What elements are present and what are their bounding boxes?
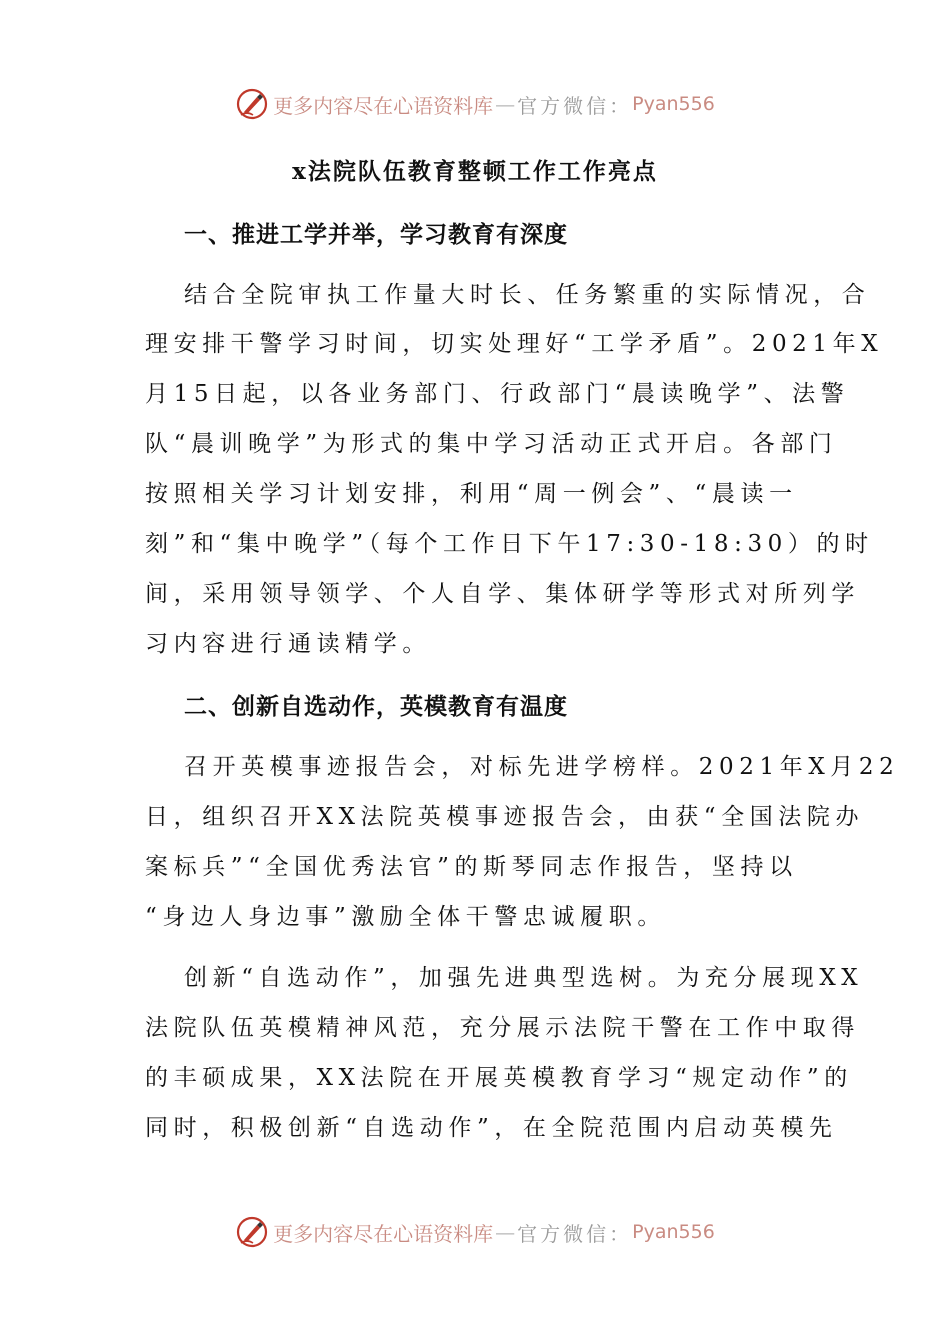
paragraph-line: 法院队伍英模精神风范，充分展示法院干警在工作中取得 [145, 1015, 860, 1041]
document-title: x法院队伍教育整顿工作工作亮点 [292, 158, 658, 185]
banner-brand-text: 更多内容尽在心语资料库 [273, 93, 494, 118]
footer-watermark-banner [0, 1212, 950, 1252]
banner-wechat-id: Pyan556 [632, 1221, 715, 1243]
paragraph-line: 刻”和“集中晚学”（每个工作日下午17:30-18:30）的时 [145, 531, 874, 557]
banner-brand-text: 更多内容尽在心语资料库 [273, 1221, 494, 1246]
paragraph-line: 间，采用领导领学、个人自学、集体研学等形式对所列学 [145, 581, 860, 607]
section-heading-1: 一、推进工学并举，学习教育有深度 [184, 221, 568, 248]
paragraph-line: 同时，积极创新“自选动作”，在全院范围内启动英模先 [145, 1115, 838, 1141]
paragraph-line: 日，组织召开XX法院英模事迹报告会，由获“全国法院办 [145, 804, 865, 830]
paragraph-line: 按照相关学习计划安排，利用“周一例会”、“晨读一 [145, 481, 798, 507]
pen-logo-icon [235, 1215, 269, 1249]
paragraph-line: 结合全院审执工作量大时长、任务繁重的实际情况，合 [184, 282, 871, 308]
paragraph-line: 月15日起，以各业务部门、行政部门“晨读晚学”、法警 [145, 381, 850, 407]
paragraph-line: 习内容进行通读精学。 [145, 631, 431, 657]
header-watermark-banner [0, 84, 950, 124]
pen-logo-icon [235, 87, 269, 121]
section-heading-2: 二、创新自选动作，英模教育有温度 [184, 693, 568, 720]
banner-dash: — [495, 1220, 516, 1244]
paragraph-line: 队“晨训晚学”为形式的集中学习活动正式开启。各部门 [145, 431, 838, 457]
banner-wechat-label: 官方微信： [517, 1221, 633, 1246]
paragraph-line: “身边人身边事”激励全体干警忠诚履职。 [145, 904, 666, 930]
paragraph-line: 案标兵”“全国优秀法官”的斯琴同志作报告，坚持以 [145, 854, 798, 880]
banner-wechat-id: Pyan556 [632, 93, 715, 115]
paragraph-line: 召开英模事迹报告会，对标先进学榜样。2021年X月22 [184, 754, 900, 780]
banner-dash: — [495, 92, 516, 116]
banner-wechat-label: 官方微信： [517, 93, 633, 118]
paragraph-line: 创新“自选动作”，加强先进典型选树。为充分展现XX [184, 965, 864, 991]
paragraph-line: 理安排干警学习时间，切实处理好“工学矛盾”。2021年X [145, 331, 884, 357]
paragraph-line: 的丰硕成果，XX法院在开展英模教育学习“规定动作”的 [145, 1065, 853, 1091]
